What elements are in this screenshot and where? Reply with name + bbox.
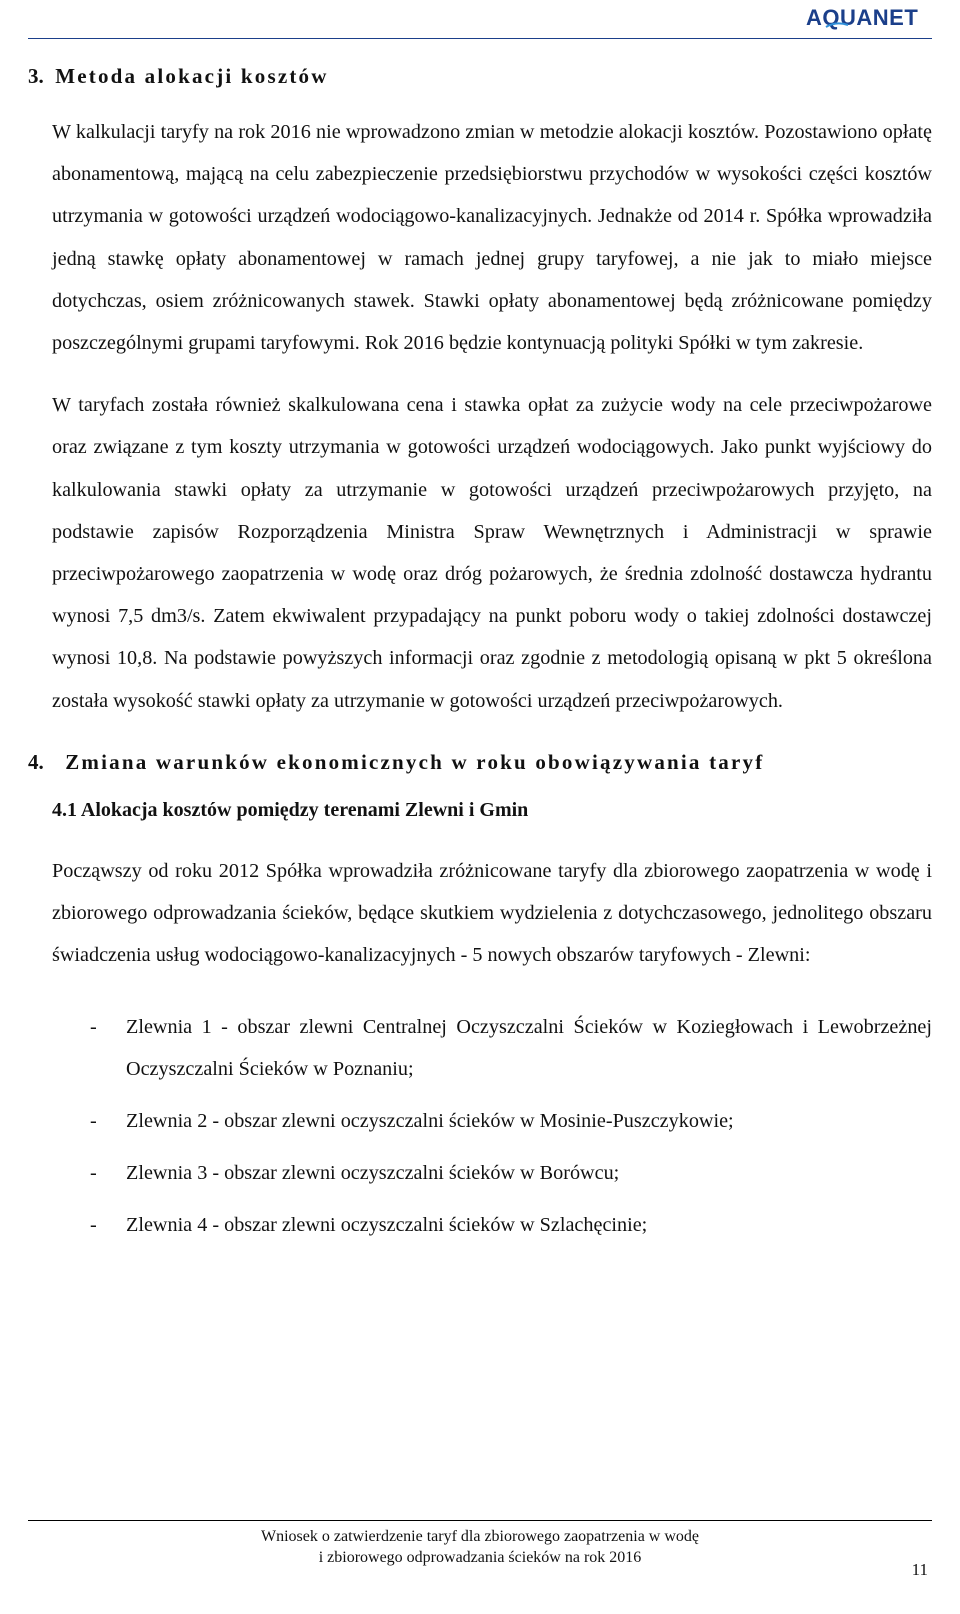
document-page	[28, 60, 932, 1256]
dash-bullet-icon: -	[90, 1162, 97, 1185]
section-4-number: 4.	[28, 749, 44, 774]
dash-bullet-icon: -	[90, 1110, 97, 1133]
dash-bullet-icon: -	[90, 1214, 97, 1237]
section-3-title: Metoda alokacji kosztów	[55, 64, 329, 88]
list-item-text: Zlewnia 1 - obszar zlewni Centralnej Oczyszczalni Ścieków w Koziegłowach i Lewobrzeżnej Oczyszczalni Ścieków w Poznaniu;	[126, 1016, 932, 1081]
section-4-heading	[28, 750, 932, 775]
zlewnie-list	[28, 1006, 932, 1246]
section-3-heading	[28, 64, 932, 89]
page-footer	[28, 1526, 932, 1568]
footer-line-1: Wniosek o zatwierdzenie taryf dla zbiorowego zaopatrzenia w wodę	[260, 1528, 700, 1545]
list-item-text: Zlewnia 2 - obszar zlewni oczyszczalni ścieków w Mosinie-Puszczykowie;	[126, 1110, 734, 1133]
section-3-paragraph-2: W taryfach została również skalkulowana cena i stawka opłat za zużycie wody na cele przeciwpożarowe oraz związane z tym koszty utrzymania w gotowości urządzeń wodociągowych. Jako punkt wyjściowy do kalkulowania stawki opłaty za utrzymanie w gotowości urządzeń przeciwpożarowych przyjęto, na podstawie zapisów Rozporządzenia Ministra Spraw Wewnętrznych i Administracji w sprawie przeciwpożarowego zaopatrzenia w wodę oraz dróg pożarowych, że średnia zdolność dostawcza hydrantu wynosi 7,5 dm3/s. Zatem ekwiwalent przypadający na punkt poboru wody o takiej zdolności dostawczej wynosi 10,8. Na podstawie powyższych informacji oraz zgodnie z metodologią opisaną w pkt 5 określona została wysokość stawki opłaty za utrzymanie w gotowości urządzeń przeciwpożarowych.	[52, 394, 932, 712]
list-item-text: Zlewnia 3 - obszar zlewni oczyszczalni ścieków w Borówcu;	[126, 1162, 620, 1185]
header-rule	[28, 38, 932, 39]
list-item-text: Zlewnia 4 - obszar zlewni oczyszczalni ścieków w Szlachęcinie;	[126, 1214, 648, 1237]
subsection-4-1-heading: 4.1 Alokacja kosztów pomiędzy terenami Zlewni i Gmin	[52, 798, 529, 821]
dash-bullet-icon: -	[90, 1016, 97, 1039]
page-number: 11	[911, 1560, 928, 1579]
list-item	[28, 1204, 932, 1246]
subsection-4-1-paragraph: Począwszy od roku 2012 Spółka wprowadziła zróżnicowane taryfy dla zbiorowego zaopatrzenia w wodę i zbiorowego odprowadzania ścieków, będące skutkiem wydzielenia z dotychczasowego, jednolitego obszaru świadczenia usług wodociągowo-kanalizacyjnych - 5 nowych obszarów taryfowych - Zlewni:	[52, 859, 932, 967]
section-3-paragraph-1: W kalkulacji taryfy na rok 2016 nie wprowadzono zmian w metodzie alokacji kosztów. Pozostawiono opłatę abonamentową, mającą na celu zabezpieczenie przedsiębiorstwu przychodów w wysokości części kosztów utrzymania w gotowości urządzeń wodociągowo-kanalizacyjnych. Jednakże od 2014 r. Spółka wprowadziła jedną stawkę opłaty abonamentowej w ramach jednej grupy taryfowej, a nie jak to miało miejsce dotychczas, osiem zróżnicowanych stawek. Stawki opłaty abonamentowej będą zróżnicowane pomiędzy poszczególnymi grupami taryfowymi. Rok 2016 będzie kontynuacją polityki Spółki w tym zakresie.	[52, 121, 932, 355]
footer-line-2: i zbiorowego odprowadzania ścieków na rok 2016	[318, 1549, 642, 1566]
company-logo	[806, 2, 932, 32]
list-item	[28, 1152, 932, 1194]
section-4-title: Zmiana warunków ekonomicznych w roku obowiązywania taryf	[65, 749, 765, 774]
aquanet-logo-icon	[806, 3, 932, 31]
svg-text:AQUANET: AQUANET	[806, 5, 919, 30]
list-item	[28, 1006, 932, 1090]
list-item	[28, 1100, 932, 1142]
footer-rule	[28, 1520, 932, 1521]
section-3-number: 3.	[28, 64, 44, 88]
